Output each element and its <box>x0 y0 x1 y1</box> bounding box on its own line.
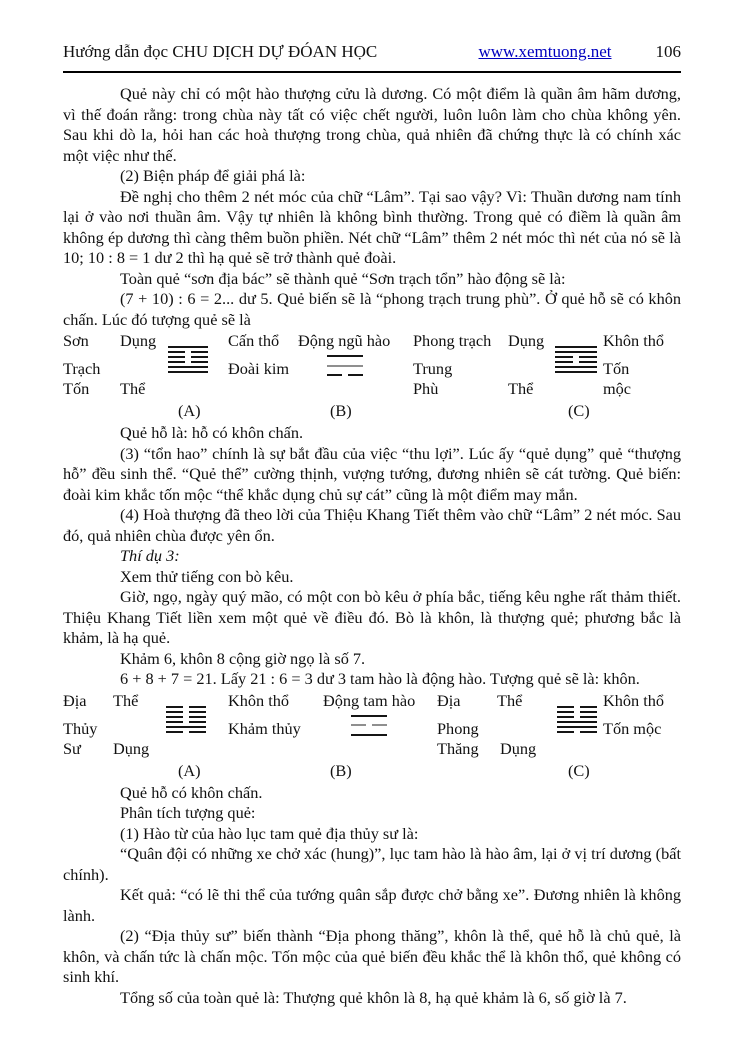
hexagram-name-word: Phong <box>437 718 479 738</box>
header-divider <box>63 71 681 73</box>
diagram-caption-c: (C) <box>568 760 590 780</box>
role-label: Thể <box>508 379 534 398</box>
diagram-caption-b: (B) <box>330 760 352 780</box>
page-body <box>63 84 681 1008</box>
header-right <box>479 42 682 62</box>
paragraph: Phân tích tượng quẻ: <box>120 803 256 822</box>
hexagram-name-word: Sơn <box>63 331 89 350</box>
hexagram-name-word: Thăng <box>437 738 479 758</box>
role-label: Dụng <box>508 331 545 350</box>
hexagram-name-word: Trạch <box>63 359 101 378</box>
trigram-element-label: Tốn mộc <box>603 718 662 738</box>
hexagram-diagram-1 <box>63 330 681 423</box>
paragraph-example-heading: Thí dụ 3: <box>120 546 180 565</box>
paragraph: (2) Biện pháp để giải phá là: <box>120 166 306 185</box>
paragraph: Đề nghị cho thêm 2 nét móc của chữ “Lâm”. Tại sao vậy? Vì: Thuần dương nam tính lại ở vào nơi thuần âm. Vậy tự nhiên là không bình thường. Trong quẻ có điềm là quần âm không ép dương thì càng thêm buồn phiền. Nét chữ “Lâm” thêm 2 nét móc thì nét của nó sẽ là 10; 10 : 8 = 1 dư 2 thì hạ quẻ sẽ trở thành quẻ đoài. <box>63 186 681 267</box>
role-label: Thể <box>497 690 523 710</box>
hexagram-name-word: Tốn <box>63 379 90 398</box>
role-label: Thể <box>113 690 139 710</box>
paragraph: Tổng số của toàn quẻ là: Thượng quẻ khôn là 8, hạ quẻ khảm là 6, số giờ là 7. <box>120 987 627 1007</box>
trigram-element-label: mộc <box>603 379 632 398</box>
hexagram-name-word: Phù <box>413 379 439 398</box>
paragraph: Toàn quẻ “sơn địa bác” sẽ thành quẻ “Sơn trạch tổn” hào động sẽ là: <box>120 268 566 288</box>
hexagram-name-word: Thủy <box>63 718 98 738</box>
hexagram-diagram-2 <box>63 690 681 783</box>
paragraph: Quẻ này chỉ có một hào thượng cửu là dương. Có một điểm là quần âm hãm dương, vì thế đoán rằng: trong chùa này tất có việc chết người, luôn luôn làm cho chùa không yên. Sau khi dò la, hỏi han các hoà thượng trong chùa, quả nhiên đã chứng thực là có chính xác một việc như thế. <box>63 84 681 165</box>
trigram-element-label: Cấn thổ <box>228 331 280 350</box>
trigram-element-label: Khảm thủy <box>228 718 301 738</box>
hexagram-name-word: Phong trạch <box>413 331 492 350</box>
paragraph: Khảm 6, khôn 8 cộng giờ ngọ là số 7. <box>120 648 366 668</box>
diagram-caption-a: (A) <box>178 401 201 420</box>
role-label: Thể <box>120 379 146 398</box>
diagram-caption-c: (C) <box>568 401 590 420</box>
role-label: Dụng <box>120 331 157 350</box>
paragraph: (3) “tổn hao” chính là sự bắt đầu của việc “thu lợi”. Lúc ấy “quẻ dụng” quẻ “thượng hỗ” đều sinh thể. “Quẻ thể” cường thịnh, vượng tướng, đương nhiên sẽ cát tường. Quẻ biến: đoài kim khắc tốn mộc “thể khắc dụng chủ sự cát” cũng là một điểm may mắn. <box>63 443 681 504</box>
page-header <box>63 42 681 62</box>
diagram-caption-b: (B) <box>330 401 352 420</box>
paragraph: Giờ, ngọ, ngày quý mão, có một con bò kêu ở phía bắc, tiếng kêu nghe rất thảm thiết. Thiệu Khang Tiết liền xem một quẻ về điều đó. Bò là khôn, là thượng quẻ; phương bắc là khảm, là hạ quẻ. <box>63 587 681 647</box>
hexagram-dia-thuy-su <box>166 706 206 733</box>
hexagram-name-word: Địa <box>63 690 87 710</box>
trigram-element-label: Khôn thổ <box>603 331 665 350</box>
paragraph: (4) Hoà thượng đã theo lời của Thiệu Khang Tiết thêm vào chữ “Lâm” 2 nét móc. Sau đó, quả nhiên chùa được yên ổn. <box>63 505 681 545</box>
trigram-element-label: Khôn thổ <box>603 690 665 710</box>
diagram-caption-a: (A) <box>178 760 201 780</box>
moving-line-label: Động tam hào <box>323 690 416 710</box>
paragraph: (7 + 10) : 6 = 2... dư 5. Quẻ biến sẽ là “phong trạch trung phù”. Ở quẻ hỗ sẽ có khôn chấn. Lúc đó tượng quẻ sẽ là <box>63 289 681 329</box>
hexagram-phong-trach-trung-phu <box>555 346 597 373</box>
hexagram-name-word: Sư <box>63 738 81 758</box>
website-link[interactable]: www.xemtuong.net <box>478 42 612 61</box>
page-title: Hướng dẫn đọc CHU DỊCH DỰ ĐÓAN HỌC <box>63 42 378 61</box>
role-label: Dụng <box>500 738 537 758</box>
trigram-element-label: Khôn thổ <box>228 690 290 710</box>
paragraph: 6 + 8 + 7 = 21. Lấy 21 : 6 = 3 dư 3 tam hào là động hào. Tượng quẻ sẽ là: khôn. <box>120 669 640 688</box>
paragraph: (2) “Địa thủy sư” biến thành “Địa phong thăng”, khôn là thể, quẻ hỗ là chủ quẻ, là khôn, và chấn tức là chấn mộc. Tốn mộc của quẻ biến đều khắc thể là khôn thổ, quẻ không có sinh khí. <box>63 926 681 986</box>
paragraph: Xem thử tiếng con bò kêu. <box>120 566 294 586</box>
paragraph: (1) Hào từ của hào lục tam quẻ địa thủy sư là: <box>120 823 419 843</box>
hexagram-name-word: Địa <box>437 690 461 710</box>
trigram-moving-line <box>327 355 363 376</box>
paragraph: “Quân đội có những xe chở xác (hung)”, lục tam hào là hào âm, lại ở vị trí dương (bất chính). <box>63 844 681 884</box>
paragraph: Kết quả: “có lẽ thi thể của tướng quân sắp được chở bằng xe”. Đương nhiên là không lành. <box>63 885 681 925</box>
trigram-element-label: Tốn <box>603 359 630 378</box>
hexagram-dia-phong-thang <box>557 706 597 733</box>
hexagram-name-word: Trung <box>413 359 453 378</box>
trigram-moving-line <box>351 715 387 736</box>
hexagram-son-trach-ton <box>168 346 208 373</box>
paragraph: Quẻ hỗ là: hỗ có khôn chấn. <box>120 423 304 442</box>
moving-line-label: Động ngũ hào <box>298 331 391 350</box>
paragraph: Quẻ hỗ có khôn chấn. <box>120 782 263 802</box>
page-number: 106 <box>655 42 681 61</box>
role-label: Dụng <box>113 738 150 758</box>
trigram-element-label: Đoài kim <box>228 359 290 378</box>
